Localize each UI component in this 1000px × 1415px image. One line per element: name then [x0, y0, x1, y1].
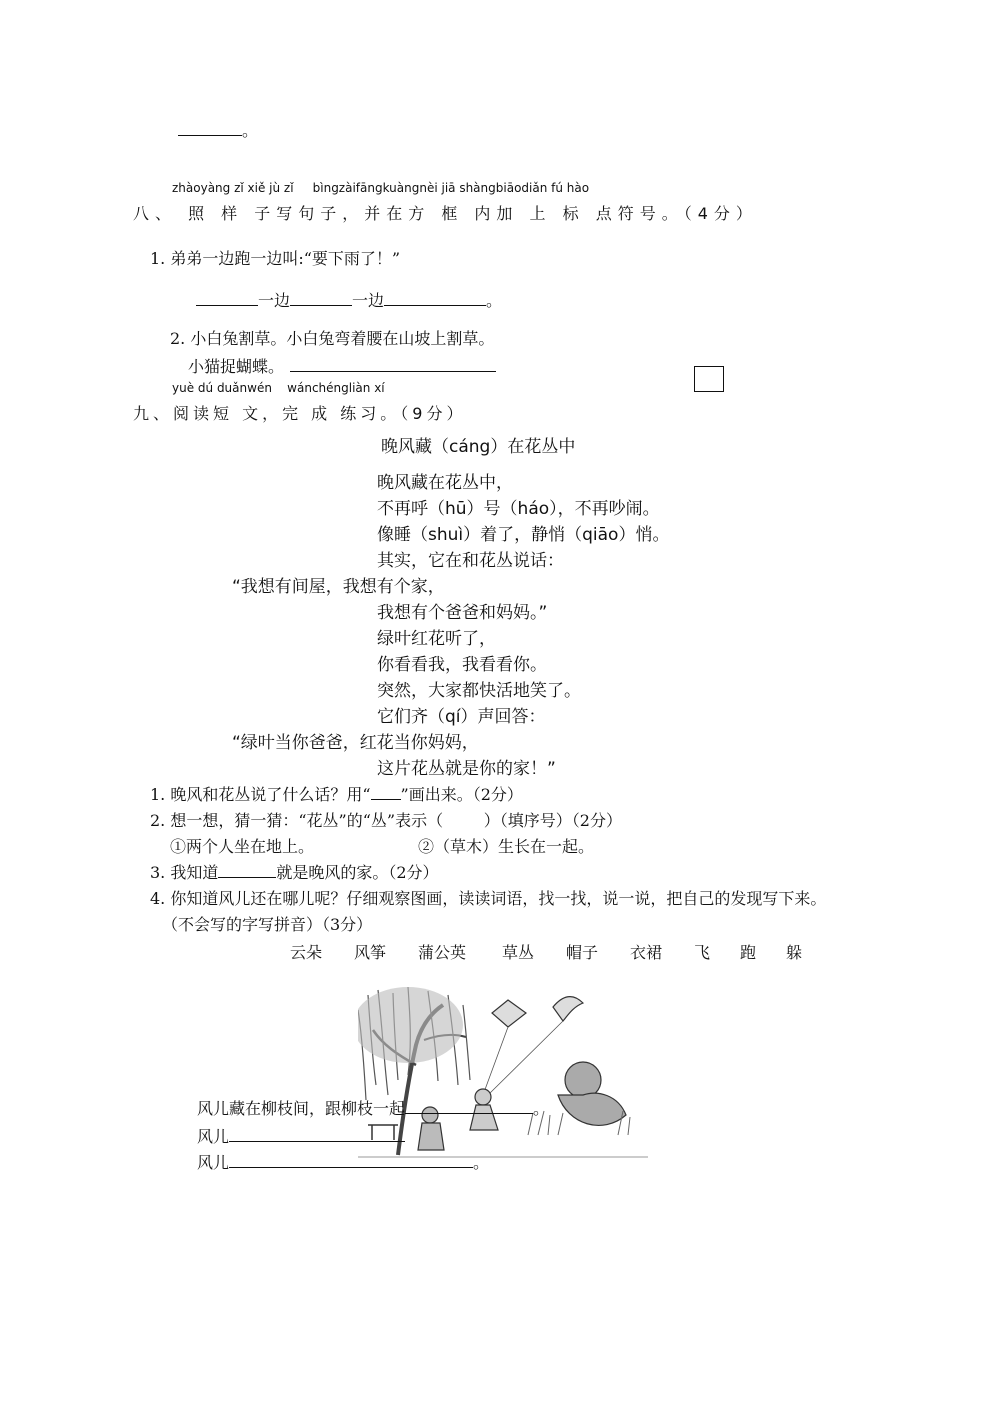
period: 。: [242, 121, 259, 140]
poem-line: 其实，它在和花丛说话：: [377, 551, 564, 571]
answer-blank[interactable]: [196, 291, 258, 306]
answer-blank[interactable]: [405, 1099, 533, 1114]
q2-example-text: 小猫捉蝴蝶。: [188, 357, 285, 376]
word: 云朵: [290, 943, 323, 962]
word-bank: [290, 940, 802, 963]
word: 蒲公英: [418, 943, 467, 962]
poem-line: 晚风藏在花丛中，: [377, 473, 513, 493]
poem-title: 晚风藏（cáng）在花丛中: [381, 437, 576, 457]
poem-line: 突然，大家都快活地笑了。: [377, 681, 581, 701]
answer-blank[interactable]: [384, 291, 486, 306]
answer-blank[interactable]: [218, 863, 276, 878]
section8-q1-answer: [196, 288, 502, 311]
poem-line: 不再呼（hū）号（háo），不再吵闹。: [377, 499, 660, 519]
answer2-text: 风儿: [197, 1127, 230, 1146]
answer-line-2: [197, 1124, 405, 1147]
section8-q2-answer: [188, 354, 496, 377]
top-answer-line: [178, 118, 258, 141]
poem-line: 我想有个爸爸和妈妈。”: [377, 603, 548, 623]
answer-blank: [371, 785, 401, 800]
period: 。: [486, 291, 503, 310]
section8-heading: 八、 照 样 子写句子，并在方 框 内加 上 标 点符号。（4分）: [133, 204, 758, 223]
section9-pinyin: yuè dú duǎnwén wánchéngliàn xí: [172, 381, 385, 395]
answer-blank[interactable]: [290, 291, 352, 306]
word: 跑: [740, 943, 757, 962]
word: 飞: [694, 943, 711, 962]
answer-blank[interactable]: [178, 121, 242, 136]
word: 衣裙: [630, 943, 663, 962]
period: 。: [473, 1153, 490, 1172]
punctuation-box[interactable]: [694, 366, 724, 392]
section9-q1: [150, 782, 523, 805]
answer-blank[interactable]: [229, 1127, 405, 1142]
poem-line: “我想有间屋，我想有个家，: [232, 577, 445, 597]
answer-blank[interactable]: [229, 1153, 473, 1168]
poem-line: 绿叶红花听了，: [377, 629, 496, 649]
word: 风筝: [354, 943, 387, 962]
section9-q3: [150, 860, 439, 883]
poem-line: 这片花丛就是你的家！”: [377, 759, 556, 779]
answer-line-1: [197, 1096, 549, 1119]
answer3-text: 风儿: [197, 1153, 230, 1172]
answer1-text: 风儿藏在柳枝间，跟柳枝一起: [197, 1099, 406, 1118]
section9-q2-option1: ①两个人坐在地上。: [170, 837, 315, 856]
section8-q2: 2. 小白兔割草。小白兔弯着腰在山坡上割草。: [170, 329, 495, 348]
q1-text: ”画出来。（2分）: [400, 785, 523, 804]
section9-q4-note: （不会写的字写拼音）（3分）: [162, 915, 373, 934]
poem-line: “绿叶当你爸爸，红花当你妈妈，: [232, 733, 479, 753]
text-yibian: 一边: [352, 291, 385, 310]
answer-blank[interactable]: [290, 357, 496, 372]
answer-line-3: [197, 1150, 489, 1173]
poem-line: 像睡（shuì）着了，静悄（qiāo）悄。: [377, 525, 670, 545]
section9-q2-option2: ②（草木）生长在一起。: [418, 837, 595, 856]
period: 。: [533, 1099, 550, 1118]
q1-text: 1. 晚风和花丛说了什么话？用“: [150, 785, 371, 804]
poem-line: 它们齐（qí）声回答：: [377, 707, 546, 727]
section8-pinyin: zhàoyàng zǐ xiě jù zǐ bìngzàifāngkuàngnèi jiā shàngbiāodiǎn fú hào: [172, 181, 590, 195]
poem-line: 你看看我，我看看你。: [377, 655, 547, 675]
q3-text: 就是晚风的家。（2分）: [276, 863, 439, 882]
word: 躲: [786, 943, 803, 962]
section8-q1: 1. 弟弟一边跑一边叫:“要下雨了！”: [150, 249, 401, 268]
section9-heading: 九、阅读短 文，完 成 练习。（9分）: [133, 404, 467, 423]
text-yibian: 一边: [258, 291, 291, 310]
q3-text: 3. 我知道: [150, 863, 219, 882]
section9-q4: 4. 你知道风儿还在哪儿呢？仔细观察图画，读读词语，找一找，说一说，把自己的发现写下来。: [150, 889, 827, 908]
word: 帽子: [566, 943, 599, 962]
section9-q2: 2. 想一想，猜一猜：“花丛”的“丛”表示（ ）（填序号）（2分）: [150, 811, 622, 830]
word: 草丛: [502, 943, 535, 962]
